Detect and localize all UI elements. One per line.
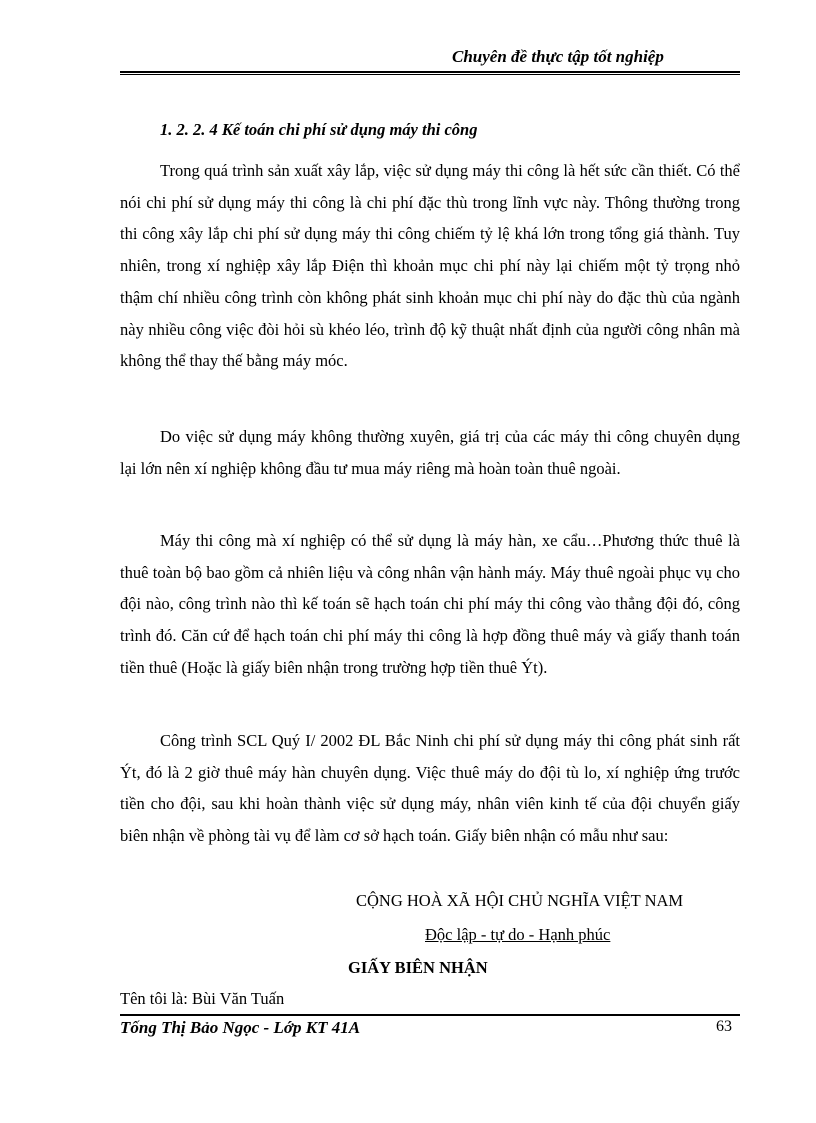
paragraph-3: Máy thi công mà xí nghiệp có thể sử dụng là máy hàn, xe cẩu…Phương thức thuê là thuê toàn bộ bao gồm cả nhiên liệu và công nhân vận hành máy. Máy thuê ngoài phục vụ cho đội nào, công trình nào thì kế toán sẽ hạch toán chi phí máy thi công vào thẳng đội đó, công trình đó. Căn cứ để hạch toán chi phí máy thi công là hợp đồng thuê máy và giấy thanh toán tiền thuê (Hoặc là giấy biên nhận trong trường hợp tiền thuê Ýt).: [120, 531, 740, 677]
header-rule-thin: [120, 74, 740, 75]
paragraph-4: Công trình SCL Quý I/ 2002 ĐL Bắc Ninh chi phí sử dụng máy thi công phát sinh rất Ýt, đó là 2 giờ thuê máy hàn chuyên dụng. Việc thuê máy do đội tù lo, xí nghiệp ứng trước tiền cho đội, sau khi hoàn thành việc sử dụng máy, nhân viên kinh tế của đội chuyển giấy biên nhận về phòng tài vụ để làm cơ sở hạch toán. Giấy biên nhận có mẫu như sau:: [120, 731, 740, 846]
section-title: 1. 2. 2. 4 Kế toán chi phí sử dụng máy thi công: [160, 120, 478, 139]
paragraph-1: Trong quá trình sản xuất xây lắp, việc sử dụng máy thi công là hết sức cần thiết. Có thể nói chi phí sử dụng máy thi công là chi phí đặc thù trong lĩnh vực này. Thông thường trong thi công xây lắp chi phí sử dụng máy thi công chiếm tỷ lệ khá lớn trong tổng giá thành. Tuy nhiên, trong xí nghiệp xây lắp Điện thì khoản mục chi phí này lại chiếm một tỷ trọng nhỏ thậm chí nhiều công trình còn không phát sinh khoản mục chi phí này do đặc thù của ngành này nhiều công việc đòi hỏi sù khéo léo, trình độ kỹ thuật nhất định của người công nhân mà không thể thay thế bằng máy móc.: [120, 161, 740, 371]
paragraph-2: Do việc sử dụng máy không thường xuyên, giá trị của các máy thi công chuyên dụng lại lớn nên xí nghiệp không đầu tư mua máy riêng mà hoàn toàn thuê ngoài.: [120, 427, 740, 478]
page-number: 63: [716, 1018, 732, 1035]
receipt-name-line: Tên tôi là: Bùi Văn Tuấn: [120, 989, 285, 1008]
receipt-motto: Độc lập - tự do - Hạnh phúc: [425, 925, 611, 944]
header-rule: [120, 71, 740, 73]
receipt-title: GIẤY BIÊN NHẬN: [348, 958, 488, 977]
receipt-nation: CỘNG HOÀ XÃ HỘI CHỦ NGHĨA VIỆT NAM: [356, 891, 684, 910]
footer-rule: [120, 1014, 740, 1016]
header-title: Chuyên đề thực tập tốt nghiệp: [452, 47, 664, 66]
footer-author: Tống Thị Bảo Ngọc - Lớp KT 41A: [120, 1018, 361, 1037]
